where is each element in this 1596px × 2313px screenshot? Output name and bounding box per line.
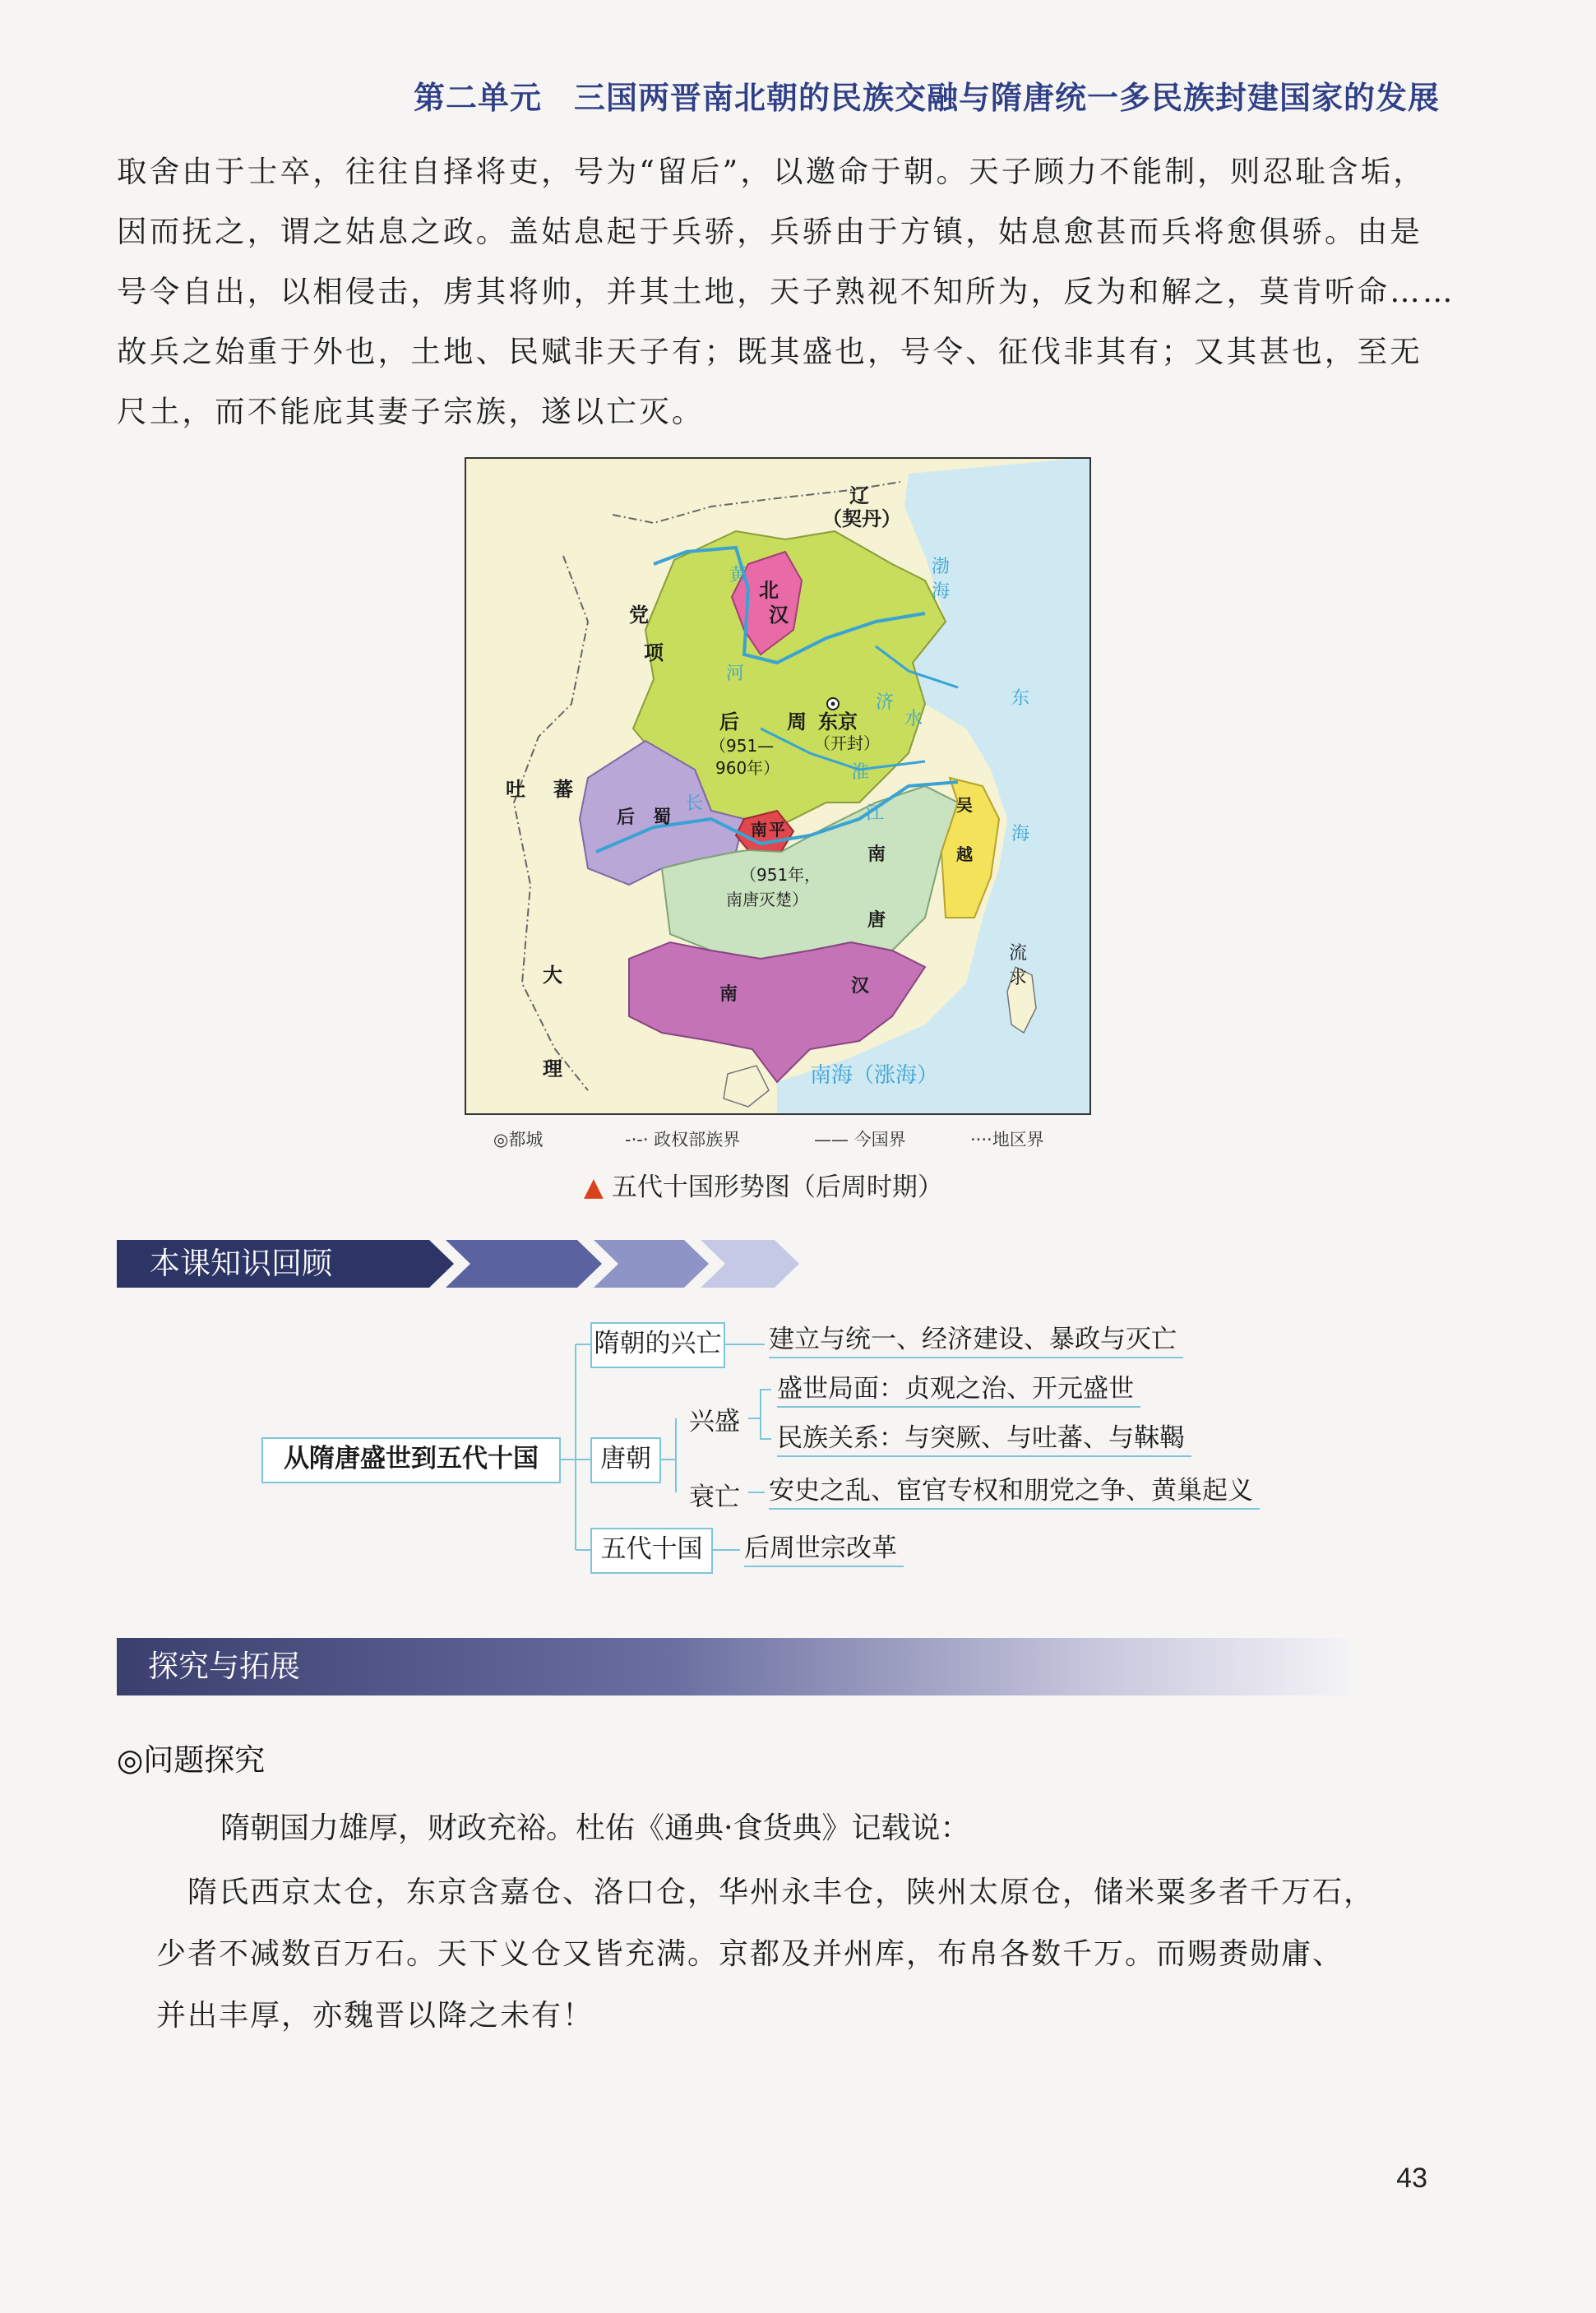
- map-label-dali: 理: [543, 1057, 562, 1080]
- mindmap-tang-rise-label: 兴盛: [689, 1407, 740, 1436]
- map-label-liuqiu: 求: [1009, 968, 1028, 988]
- mindmap-tang-decline-label: 衰亡: [689, 1483, 740, 1512]
- explore-banner: [117, 1638, 1350, 1686]
- mindmap-wudai-detail: 后周世宗改革: [744, 1531, 904, 1567]
- question-title: ◎问题探究: [117, 1742, 266, 1778]
- quote-block: [117, 141, 1455, 442]
- legend-capital: ◎都城: [493, 1130, 544, 1150]
- map-label-tubo: 吐: [506, 778, 525, 801]
- map-label-liuqiu: 流: [1009, 943, 1028, 964]
- map-label-houshu: 后 蜀: [617, 807, 672, 828]
- map-label-river: 水: [904, 709, 923, 729]
- map-label-sea: 海: [1011, 824, 1030, 844]
- quote-line: 故兵之始重于外也，土地、民赋非天子有；既其盛也，号令、征伐非其有；又其甚也，至无: [117, 334, 1423, 369]
- caption-text: 五代十国形势图（后周时期）: [611, 1173, 943, 1202]
- running-head: 第二单元 三国两晋南北朝的民族交融与隋唐统一多民族封建国家的发展: [413, 80, 1440, 116]
- map-label-dongjing: 东京: [818, 710, 858, 733]
- legend-region-border: ····地区界: [970, 1130, 1044, 1150]
- intro-paragraph: 隋朝国力雄厚，财政充裕。杜佑《通典·食货典》记载说：: [220, 1811, 970, 1845]
- map-label-nantang: 南: [867, 844, 886, 865]
- map-label-nanping: 南: [751, 820, 767, 840]
- quote-line: 号令自出，以相侵击，虏其将帅，并其土地，天子熟视不知所为，反为和解之，莫肯听命……: [117, 274, 1455, 309]
- mindmap-tang-decline-detail: 安史之乱、宦官专权和朋党之争、黄巢起义: [769, 1473, 1260, 1510]
- mindmap-sui-node: 隋朝的兴亡: [590, 1322, 725, 1368]
- quote-line: 尺土，而不能庇其妻子宗族，遂以亡灭。: [117, 394, 705, 429]
- map-label-nanping: 平: [769, 820, 785, 840]
- excerpt-line: 隋氏西京太仓，东京含嘉仓、洛口仓，华州永丰仓，陕州太原仓，储米粟多者千万石，: [156, 1876, 1376, 1909]
- map-label-kaifeng: （开封）: [814, 733, 880, 753]
- caption-marker: ▲: [584, 1173, 604, 1202]
- map-label-river: 黄: [729, 565, 748, 585]
- map-label-river: 淮: [851, 762, 870, 783]
- mindmap-wudai-node: 五代十国: [590, 1528, 713, 1574]
- mindmap-tang-rise-item: 盛世局面：贞观之治、开元盛世: [777, 1372, 1140, 1408]
- map-label-river: 济: [876, 692, 895, 713]
- map-label-qidan: （契丹）: [822, 507, 901, 530]
- map-label-dali: 大: [543, 964, 562, 987]
- map-label-houzhou: 周: [787, 710, 807, 733]
- map-label-river: 长: [685, 793, 704, 814]
- map-label-houzhou-years: （951—: [710, 736, 775, 756]
- map-label-liao: 辽: [849, 484, 869, 507]
- map-label-wuyue: 吴: [956, 795, 973, 815]
- map-label-houzhou: 后: [719, 710, 739, 733]
- review-banner: [117, 1240, 832, 1288]
- quote-line: 因而抚之，谓之姑息之政。盖姑息起于兵骄，兵骄由于方镇，姑息愈甚而兵将愈俱骄。由是: [117, 214, 1423, 249]
- five-dynasties-map: [465, 457, 1091, 1115]
- map-caption: [584, 1166, 943, 1203]
- map-label-sea: 东: [1011, 688, 1030, 709]
- map-label-nantang: 唐: [867, 910, 886, 931]
- excerpt-line: 并出丰厚，亦魏晋以降之未有！: [156, 1999, 594, 2033]
- quote-line: 取舍由于士卒，往往自择将吏，号为“留后”，以邀命于朝。天子顾力不能制，则忍耻含垢，: [117, 154, 1427, 189]
- review-banner-title: 本课知识回顾: [150, 1246, 332, 1281]
- map-label-wuyue: 越: [956, 844, 973, 864]
- map-label-houzhou-years: 960年）: [715, 758, 780, 778]
- mindmap-tang-node: 唐朝: [590, 1437, 661, 1483]
- map-label-sea: 渤: [932, 557, 951, 577]
- map-label-beihan: 汉: [769, 604, 789, 627]
- map-label-tubo: 蕃: [553, 778, 573, 801]
- map-label-nanhan: 南: [719, 984, 738, 1005]
- legend-regime-border: -·-· 政权部族界: [625, 1130, 741, 1150]
- map-label-nanhai: 南海（涨海）: [810, 1063, 939, 1088]
- map-label-sea: 海: [932, 581, 951, 602]
- mindmap-tang-rise-item: 民族关系：与突厥、与吐蕃、与靺鞨: [777, 1421, 1191, 1457]
- map-label-nantang-note: （951年，: [740, 865, 821, 885]
- page-number: 43: [1396, 2163, 1427, 2194]
- map-graphic: [465, 457, 1091, 1115]
- explore-banner-title: 探究与拓展: [148, 1649, 300, 1684]
- tongdian-excerpt: [156, 1862, 1439, 2047]
- map-label-beihan: 北: [759, 579, 779, 602]
- map-legend: [493, 1126, 1085, 1151]
- map-label-dangxiang: 项: [644, 641, 664, 664]
- explore-banner-shape: [117, 1638, 1350, 1695]
- map-label-river: 河: [726, 664, 745, 684]
- mindmap-root: 从隋唐盛世到五代十国: [261, 1437, 561, 1483]
- mindmap-sui-detail: 建立与统一、经济建设、暴政与灭亡: [769, 1322, 1183, 1358]
- map-label-dangxiang: 党: [629, 604, 649, 627]
- map-label-nantang-note: 南唐灭楚）: [726, 890, 808, 909]
- legend-national-border: —— 今国界: [814, 1130, 906, 1150]
- excerpt-line: 少者不减数百万石。天下义仓又皆充满。京都及并州库，布帛各数千万。而赐赉勋庸、: [156, 1937, 1344, 1971]
- map-label-nanhan: 汉: [851, 976, 870, 997]
- map-label-river: 江: [866, 803, 885, 824]
